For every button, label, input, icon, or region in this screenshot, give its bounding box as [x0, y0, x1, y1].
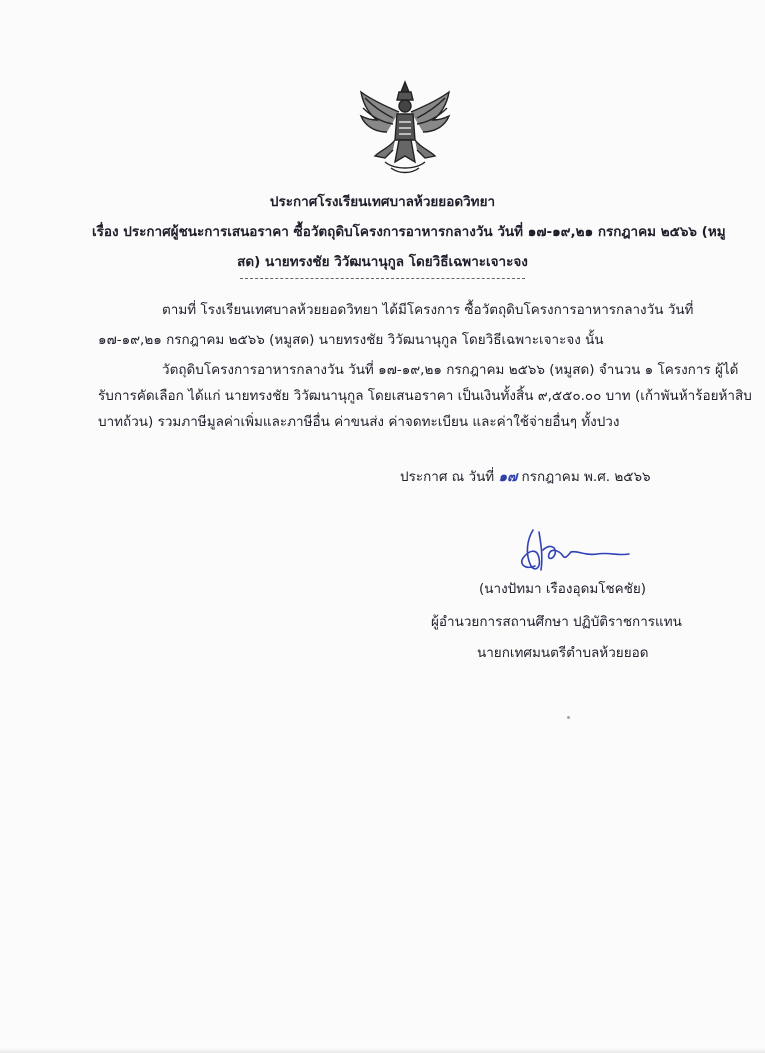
signatory-position-2: นายกเทศมนตรีตำบลห้วยยอด: [477, 645, 649, 661]
signatory-position-1: ผู้อำนวยการสถานศึกษา ปฏิบัติราชการแทน: [431, 614, 682, 630]
announce-date: [400, 467, 651, 487]
announce-day: ๑๗: [498, 469, 518, 485]
subject-line-1: เรื่อง ประกาศผู้ชนะการเสนอราคา ซื้อวัตถุดิบโครงการอาหารกลางวัน วันที่ ๑๗-๑๙,๒๑ กรกฎาคม ๒๕๖๖ (หมู: [92, 224, 726, 240]
announce-suffix: กรกฎาคม พ.ศ. ๒๕๖๖: [521, 469, 651, 485]
paper-speck: [567, 716, 570, 719]
divider: [240, 278, 525, 279]
paragraph-2-line-2: รับการคัดเลือก ได้แก่ นายทรงชัย วิวัฒนานุกูล โดยเสนอราคา เป็นเงินทั้งสิ้น ๙,๕๕๐.๐๐ บาท (เก้าพันห้าร้อยห้าสิบ: [98, 388, 752, 404]
announce-prefix: ประกาศ ณ วันที่: [400, 469, 495, 485]
paragraph-1-line-1: ตามที่ โรงเรียนเทศบาลห้วยยอดวิทยา ได้มีโครงการ ซื้อวัตถุดิบโครงการอาหารกลางวัน วันที่: [162, 302, 694, 318]
paragraph-1-line-2: ๑๗-๑๙,๒๑ กรกฎาคม ๒๕๖๖ (หมูสด) นายทรงชัย วิวัฒนานุกูล โดยวิธีเฉพาะเจาะจง นั้น: [98, 332, 604, 348]
paragraph-2-line-3: บาทถ้วน) รวมภาษีมูลค่าเพิ่มและภาษีอื่น ค่าขนส่ง ค่าจดทะเบียน และค่าใช้จ่ายอื่นๆ ทั้งปวง: [98, 414, 620, 430]
garuda-emblem-icon: [355, 78, 455, 178]
signatory-name: (นางปัทมา เรืองอุดมโชคชัย): [479, 581, 647, 597]
signature-icon: [505, 520, 635, 580]
document-title: ประกาศโรงเรียนเทศบาลห้วยยอดวิทยา: [269, 194, 496, 210]
subject-line-2: สด) นายทรงชัย วิวัฒนานุกูล โดยวิธีเฉพาะเจาะจง: [237, 254, 528, 270]
page-edge: [0, 1047, 765, 1053]
paragraph-2-line-1: วัตถุดิบโครงการอาหารกลางวัน วันที่ ๑๗-๑๙,๒๑ กรกฎาคม ๒๕๖๖ (หมูสด) จำนวน ๑ โครงการ ผู้ได้: [162, 362, 739, 378]
